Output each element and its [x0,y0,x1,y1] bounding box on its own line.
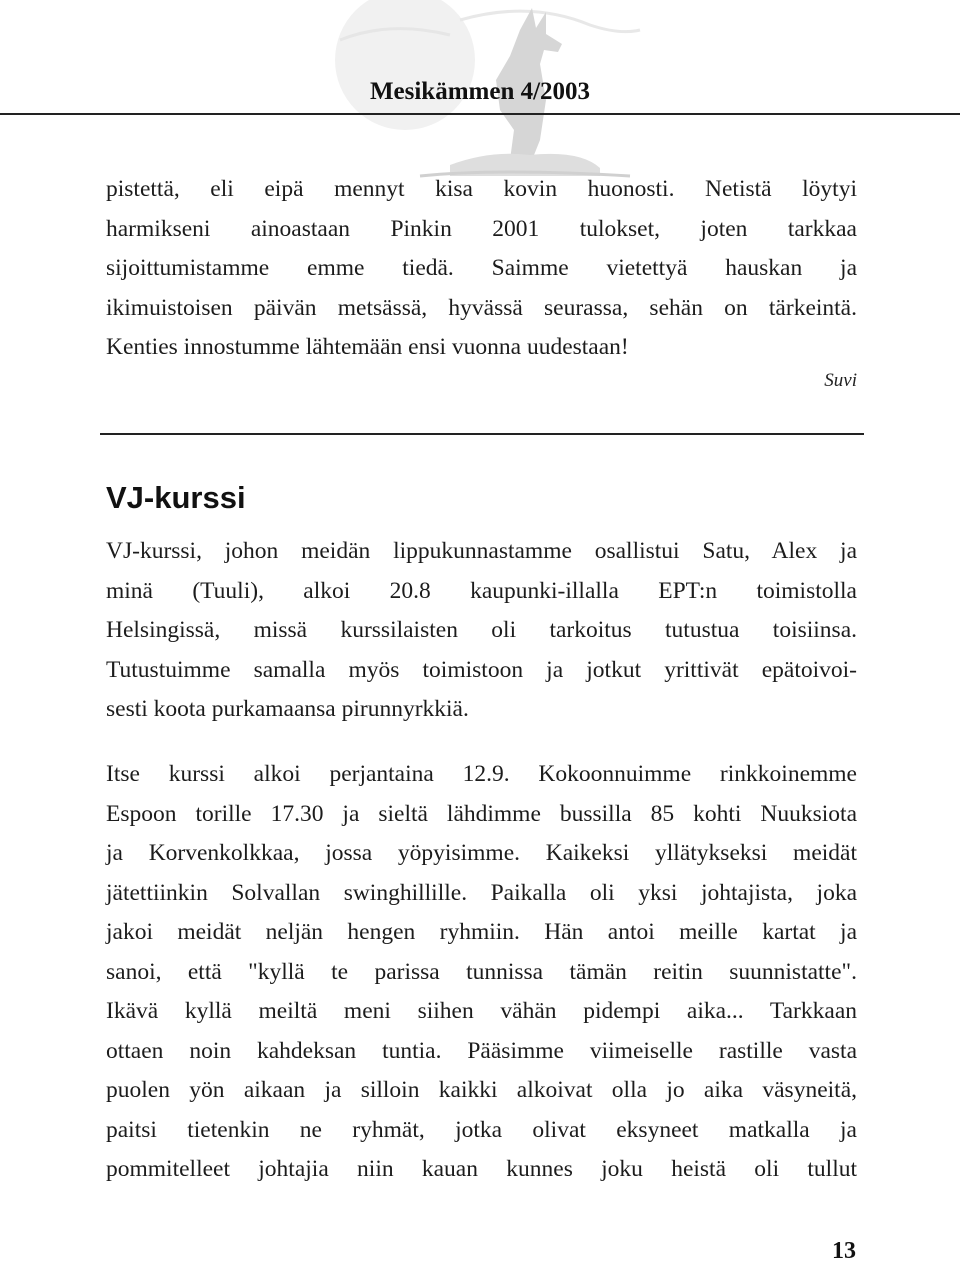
text-line: ja Korvenkolkkaa, jossa yöpyisimme. Kaikeksi yllätykseksi meidät [106,840,857,866]
text-line: pommitelleet johtajia niin kauan kunnes joku heistä oli tullut [106,1156,857,1182]
text-line: minä (Tuuli), alkoi 20.8 kaupunki-illalla EPT:n toimistolla [106,577,857,604]
text-line: sesti koota purkamaansa pirunnyrkkiä. [106,696,469,722]
text-line: jätettiinkin Solvallan swinghillille. Paikalla oli yksi johtajista, joka [106,879,857,906]
text-line: Kenties innostumme lähtemään ensi vuonna uudestaan! [106,334,629,360]
text-line: sijoittumistamme emme tiedä. Saimme vietettyä hauskan ja [106,255,857,281]
text-line: Ikävä kyllä meiltä meni siihen vähän pidempi aika... Tarkkaan [106,998,857,1024]
section-heading: VJ-kurssi [106,480,246,515]
text-line: Helsingissä, missä kurssilaisten oli tarkoitus tutustua toisiinsa. [106,617,857,643]
section-divider [100,433,864,435]
intro-paragraph [106,170,857,368]
author-signature: Suvi [824,370,857,391]
text-line: ottaen noin kahdeksan tuntia. Pääsimme viimeiselle rastille vasta [106,1037,857,1064]
text-line: Espoon torille 17.30 ja sieltä lähdimme bussilla 85 kohti Nuuksiota [106,800,857,827]
text-line: pistettä, eli eipä mennyt kisa kovin huonosti. Netistä löytyi [106,176,857,202]
text-line: sanoi, että "kyllä te parissa tunnissa tämän reitin suunnistatte". [106,958,857,985]
section-paragraph-1 [106,532,857,730]
text-line: harmikseni ainoastaan Pinkin 2001 tulokset, joten tarkkaa [106,215,857,242]
header-divider [0,113,960,115]
text-line: jakoi meidät neljän hengen ryhmiin. Hän antoi meille kartat ja [106,919,857,945]
text-line: VJ-kurssi, johon meidän lippukunnastamme osallistui Satu, Alex ja [106,538,857,564]
text-line: puolen yön aikaan ja silloin kaikki alkoivat olla jo aika väsyneitä, [106,1077,857,1103]
page-header-title: Mesikämmen 4/2003 [369,78,591,105]
section-paragraph-2 [106,755,857,1190]
text-line: Tutustuimme samalla myös toimistoon ja jotkut yrittivät epätoivoi- [106,656,857,683]
text-line: Itse kurssi alkoi perjantaina 12.9. Kokoonnuimme rinkkoinemme [106,761,857,787]
page-number: 13 [832,1238,856,1264]
text-line: ikimuistoisen päivän metsässä, hyvässä seurassa, sehän on tärkeintä. [106,294,857,321]
text-line: paitsi tietenkin ne ryhmät, jotka olivat eksyneet matkalla ja [106,1116,857,1143]
